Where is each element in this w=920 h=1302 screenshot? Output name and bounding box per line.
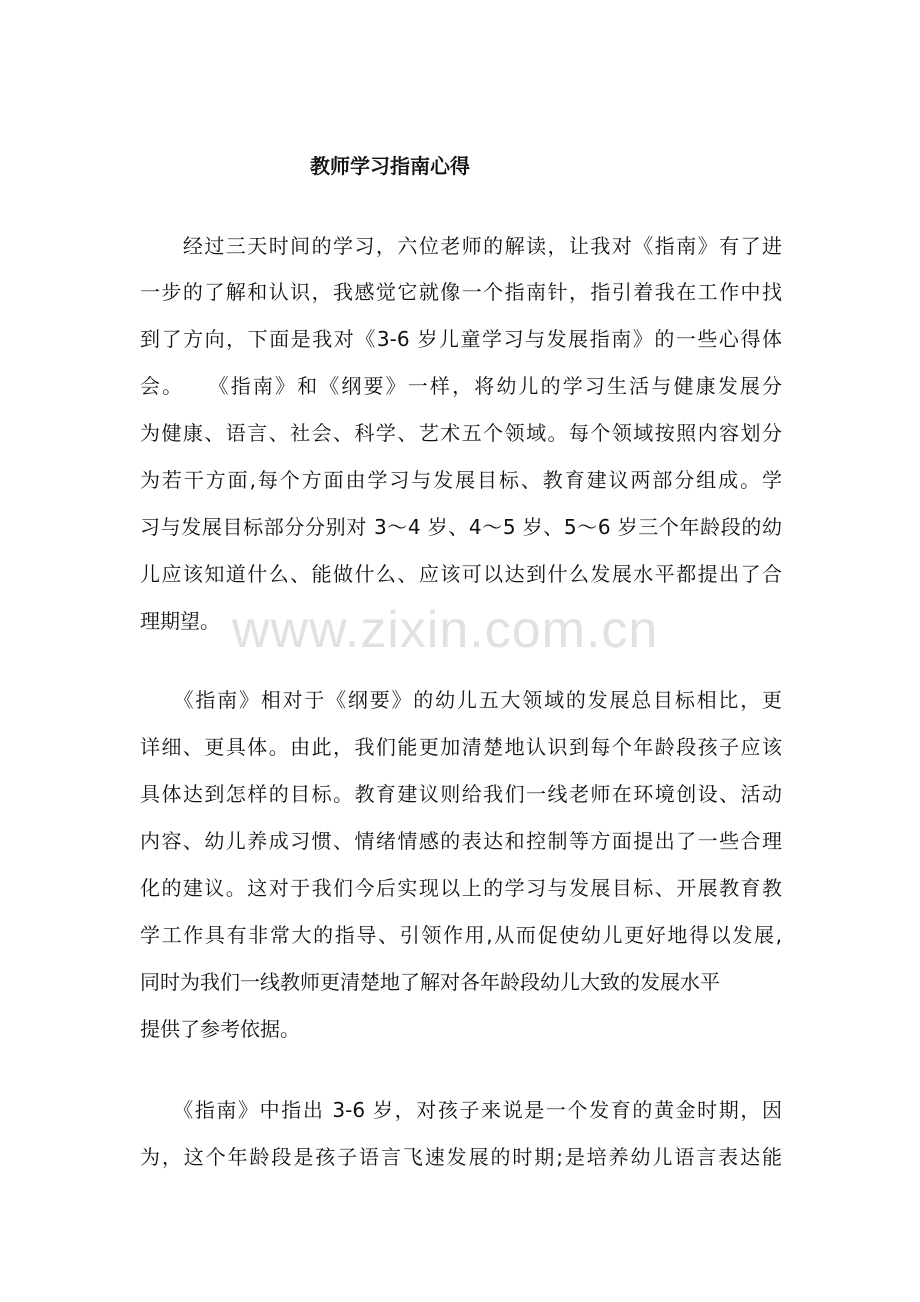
paragraph-line: 《指南》中指出 3-6 岁，对孩子来说是一个发育的黄金时期，因: [140, 1098, 782, 1122]
paragraph-line: 习与发展目标部分分别对 3～4 岁、4～5 岁、5～6 岁三个年龄段的幼: [140, 515, 782, 539]
paragraph-line: 儿应该知道什么、能做什么、应该可以达到什么发展水平都提出了合: [140, 562, 782, 586]
paragraph-line: 具体达到怎样的目标。教育建议则给我们一线老师在环境创设、活动: [140, 782, 782, 806]
paragraph-line: 到了方向，下面是我对《3-6 岁儿童学习与发展指南》的一些心得体: [140, 327, 782, 351]
document-title: 教师学习指南心得: [310, 154, 470, 178]
paragraph-line: 为健康、语言、社会、科学、艺术五个领域。每个领域按照内容划分: [140, 421, 782, 445]
paragraph-line: 会。 《指南》和《纲要》一样，将幼儿的学习生活与健康发展分: [140, 374, 782, 398]
paragraph-line: 为，这个年龄段是孩子语言飞速发展的时期;是培养幼儿语言表达能: [140, 1145, 782, 1169]
paragraph-line: 提供了参考依据。: [140, 1017, 300, 1041]
paragraph-line: 为若干方面,每个方面由学习与发展目标、教育建议两部分组成。学: [140, 468, 782, 492]
paragraph-line: 内容、幼儿养成习惯、情绪情感的表达和控制等方面提出了一些合理: [140, 829, 782, 853]
paragraph-line: 一步的了解和认识，我感觉它就像一个指南针，指引着我在工作中找: [140, 280, 782, 304]
paragraph-line: 《指南》相对于《纲要》的幼儿五大领域的发展总目标相比，更: [140, 688, 782, 712]
paragraph-line: 同时为我们一线教师更清楚地了解对各年龄段幼儿大致的发展水平: [140, 970, 720, 994]
paragraph-line: 化的建议。这对于我们今后实现以上的学习与发展目标、开展教育教: [140, 876, 782, 900]
paragraph-line: 学工作具有非常大的指导、引领作用,从而促使幼儿更好地得以发展,: [140, 923, 782, 947]
paragraph-line: 理期望。: [140, 609, 220, 633]
paragraph-line: 经过三天时间的学习，六位老师的解读，让我对《指南》有了进: [140, 234, 782, 258]
paragraph-line: 详细、更具体。由此，我们能更加清楚地认识到每个年龄段孩子应该: [140, 735, 782, 759]
watermark: www.zixin.com.cn: [232, 601, 659, 659]
